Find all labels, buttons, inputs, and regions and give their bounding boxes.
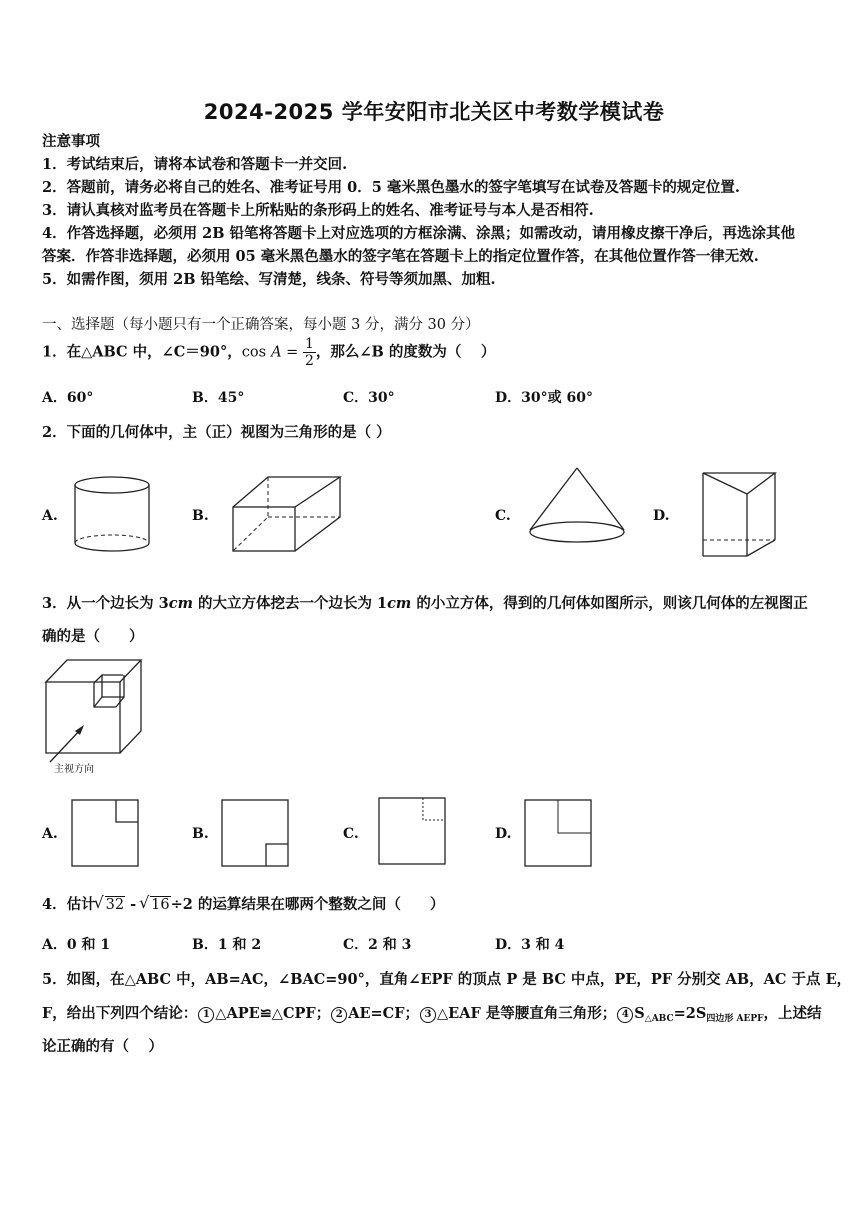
q3-label-c: C. <box>343 826 359 842</box>
q2-label-a: A. <box>42 508 58 524</box>
q4-sqrt-16: √ 16 <box>150 896 170 913</box>
conclusion-4-c: ，上述结 <box>763 1005 822 1022</box>
q1-eq: = <box>281 344 303 361</box>
q4-prefix: 4．估计 <box>42 896 96 913</box>
q1-option-d: D．30°或 60° <box>495 390 593 406</box>
q3-unit-cm: cm <box>168 595 193 612</box>
q2-label-d: D. <box>653 508 670 524</box>
q3-option-c-figure <box>378 797 448 867</box>
conclusion-3-marker: 3 <box>420 1007 436 1023</box>
notice-item: 答案．作答非选择题，必须用 05 毫米黑色墨水的签字笔在答题卡上的指定位置作答，在其他位置作答一律无效. <box>42 248 759 265</box>
question-4 <box>42 893 444 914</box>
conclusion-4-a: S <box>634 1005 645 1022</box>
q3-option-a-figure <box>71 799 141 869</box>
q1-numerator: 1 <box>304 336 314 352</box>
question-2: 2．下面的几何体中，主（正）视图为三角形的是（ ） <box>42 424 391 441</box>
view-direction-label: 主视方向 <box>54 764 94 775</box>
q3-label-b: B. <box>192 826 209 842</box>
notice-item: 1．考试结束后，请将本试卷和答题卡一并交回. <box>42 156 348 173</box>
q4-option-d: D．3 和 4 <box>495 937 565 953</box>
conclusion-1: △APE≌△CPF； <box>215 1005 331 1022</box>
q1-option-b: B．45° <box>192 390 245 406</box>
q2-label-c: C. <box>495 508 511 524</box>
q1-option-c: C．30° <box>343 390 395 406</box>
q3-option-b-figure <box>221 799 291 869</box>
exam-title: 2024-2025 学年安阳市北关区中考数学模试卷 <box>203 100 665 124</box>
q1-option-a: A．60° <box>42 390 94 406</box>
question-5-line2 <box>42 1002 821 1024</box>
q3-label-a: A. <box>42 826 58 842</box>
conclusion-2: AE=CF； <box>348 1005 419 1022</box>
q4-minus: - <box>125 896 142 913</box>
prism-figure <box>695 468 785 563</box>
question-1 <box>42 336 495 369</box>
q4-option-c: C．2 和 3 <box>343 937 412 953</box>
notice-item: 4．作答选择题，必须用 2B 铅笔将答题卡上对应选项的方框涂满、涂黑；如需改动，请用橡皮擦干净后，再选涂其他 <box>42 225 796 242</box>
conclusion-2-marker: 2 <box>331 1007 347 1023</box>
q3-option-d-figure <box>524 799 594 869</box>
q1-cos: cos <box>241 344 267 361</box>
cylinder-figure <box>70 475 155 555</box>
cuboid-figure <box>228 472 348 556</box>
q3-text-c: 的小立方体，得到的几何体如图所示，则该几何体的左视图正 <box>411 595 808 612</box>
notice-heading: 注意事项 <box>42 133 100 150</box>
notice-item: 5．如需作图，须用 2B 铅笔绘、写清楚，线条、符号等须加黑、加粗. <box>42 271 496 288</box>
q3-label-d: D. <box>495 826 512 842</box>
q1-denominator: 2 <box>304 353 314 369</box>
q4-option-a: A．0 和 1 <box>42 937 111 953</box>
q3-unit-cm-2: cm <box>387 595 412 612</box>
cone-figure <box>525 463 630 548</box>
question-5-line3: 论正确的有（ ） <box>42 1038 164 1055</box>
conclusion-1-marker: 1 <box>198 1007 214 1023</box>
q1-prefix: 1．在△ABC 中，∠C＝90°， <box>42 343 242 361</box>
question-3-line1 <box>42 592 808 613</box>
q4-sqrt-32: √ 32 <box>105 896 125 913</box>
q1-fraction <box>303 336 316 369</box>
notice-item: 3．请认真核对监考员在答题卡上所粘贴的条形码上的姓名、准考证号与本人是否相符. <box>42 202 594 219</box>
conclusion-4-sub1: △ABC <box>644 1014 674 1024</box>
conclusion-4-b: =2S <box>673 1005 707 1022</box>
q1-suffix: ，那么∠B 的度数为（ ） <box>315 343 496 361</box>
q4-option-b: B．1 和 2 <box>192 937 262 953</box>
question-5-line1: 5．如图，在△ABC 中，AB=AC，∠BAC=90°，直角∠EPF 的顶点 P 是 BC 中点，PE，PF 分别交 AB，AC 于点 E， <box>42 971 852 988</box>
conclusion-4-marker: 4 <box>617 1007 633 1023</box>
notched-cube-figure <box>40 655 150 765</box>
question-3-line2: 确的是（ ） <box>42 628 144 645</box>
section-heading: 一、选择题（每小题只有一个正确答案，每小题 3 分，满分 30 分） <box>42 317 480 333</box>
notice-item: 2．答题前，请务必将自己的姓名、准考证号用 0．5 毫米黑色墨水的签字笔填写在试卷及答题卡的规定位置. <box>42 179 740 196</box>
q5-text: F，给出下列四个结论： <box>42 1005 198 1022</box>
conclusion-3: △EAF 是等腰直角三角形； <box>437 1005 617 1022</box>
q4-suffix: ÷2 的运算结果在哪两个整数之间（ ） <box>170 896 445 913</box>
q1-var: A <box>271 344 282 361</box>
q2-label-b: B. <box>192 508 209 524</box>
conclusion-4-sub2: 四边形 AEPF <box>706 1014 764 1024</box>
q3-text-a: 3．从一个边长为 3 <box>42 595 169 612</box>
q3-text-b: 的大立方体挖去一个边长为 1 <box>192 595 388 612</box>
